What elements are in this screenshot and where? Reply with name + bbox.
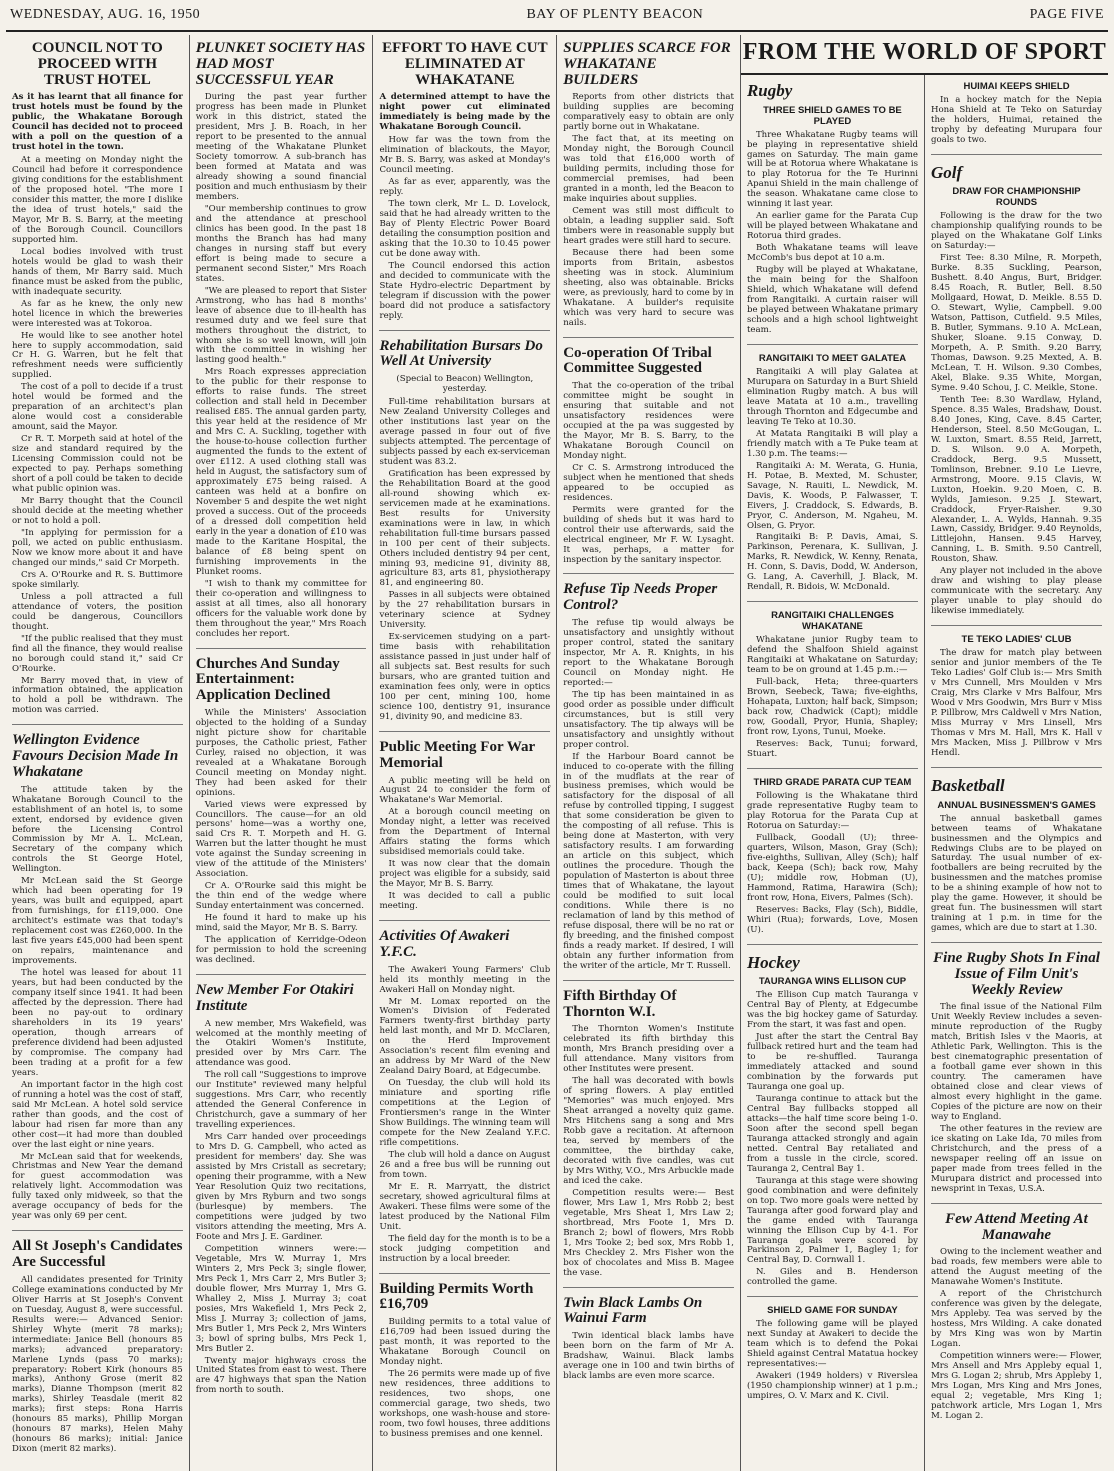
columns [6,35,1108,1471]
paragraph: "Our membership continues to grow and the attendance at preschool clinics has been good. In the past 18 months the Branch has had many changes in nursing staff but every effort is being made to secure a permanent second Sister," Mrs Roach states. [195,203,367,284]
paragraph: As far as he knew, the only new hotel licence in which the breweries were interested was at Tokoroa. [12,298,183,329]
paragraph: The cost of a poll to decide if a trust hotel would be formed and the preparation of an architect's plan alone would cost a considerable amount, said the Mayor. [12,382,183,433]
paragraph: The Council endorsed this action and decided to communicate with the State Hydro-electric Department by telegram if discussion with the power board did not produce a satisfactory reply. [379,260,551,321]
headline: PLUNKET SOCIETY HAS HAD MOST SUCCESSFUL YEAR [195,40,366,88]
article [931,1212,1102,1430]
column-1 [6,35,190,1471]
paragraph: An important factor in the high cost of running a hotel was the cost of staff, said Mr McLean. A hotel sold service rather than goods, and the cost of labour had risen far more than any other cost—it had more than doubled over the last eight or nine years. [12,1079,183,1150]
section-heading: Golf [930,162,963,182]
paragraph: Whakatane junior Rugby team to defend the Shalfoon Shield against Rangitaiki at Whakatane on Saturday; team to be on ground at 1.45 p.m.:— [746,635,918,676]
paragraph: Mr E. R. Marryatt, the district secretary, showed agricultural films at Awakeri. These films were some of the latest produced by the National Film Unit. [379,1181,551,1232]
article [563,989,734,1288]
article [196,657,367,975]
paragraph: If the Harbour Board cannot be induced to co-operate with the filling in of the mudflats at the rear of business premises, which would be satisfactory for the disposal of all refuse by controlled tipping, I suggest that some consideration be given to the composting of all refuse. This is being done at Masterton, with very satisfactory results. I am forwarding an article on this subject, which outlines the procedure. Though the population of Masterton is about three times that of Whakatane, the layout could be modified to suit local conditions. While there is no reclamation of land by this method of refuse disposal, there will be no rat or fly breeding, and the finished compost finds a ready market. If desired, I will obtain any further information from the writer of the article, Mr T. Russell. [563,751,734,971]
paragraph: "We are pleased to report that Sister Armstrong, who has had 8 months' leave of absence due to ill-health has resumed duty and we feel sure that mothers throughout the district, to whom she is so well known, will join with the committee in wishing her lasting good health." [195,285,367,366]
column-3 [373,35,557,1471]
paper-title: BAY OF PLENTY BEACON [526,7,704,22]
paragraph: Reserves: Back, Tunui; forward, Stuart. [746,739,918,759]
paragraph: The annual basketball games between teams of Whakatane businessmen and the Olympics and Redwings Clubs are to be played on Saturday. The usual number of ex-footballers are being recruited by the businessmen and the matches promise to be a shining example of how not to play the game. However, it should be great fun. The businessmen will start training at 1 p.m. in time for the games, which are due to start at 1.30. [930,813,1103,934]
headline: Churches And Sunday Entertainment: Application Declined [195,655,340,704]
paragraph: Varied views were expressed by Councillors. The cause—for an old persons' home—was a worthy one, said Crs R. T. Morpeth and H. G. Warren but the latter thought he must vote against the Sunday screening in view of the attitude of the Ministers' Association. [195,799,367,880]
paragraph: The final issue of the National Film Unit Weekly Review includes a seven-minute reproduction of the Rugby match, British Isles v the Maoris, at Athletic Park, Wellington. This is the best cinematographic presentation of a football game ever shown in this country. The cameramen have obtained close and clear views of almost every highlight in the game. Copies of the picture are now on their way to England. [930,1002,1103,1123]
paragraph: Following is the draw for the two championship qualifying rounds to be played on the Whakatane Golf Links on Saturday:— [930,211,1103,252]
paragraph: A report of the Christchurch conference was given by the delegate, Mrs Appleby. Tea was served by the hostess, Mrs Wilding. A cake donated by Mrs King was won by Martin Logan. [930,1289,1103,1350]
column-4 [557,35,741,1471]
paragraph: The refuse tip would always be unsatisfactory and unsightly without proper control, stated the sanitary inspector, Mr A. R. Knights, in his report to the Whakatane Borough Council on Monday night. He reported:— [563,617,734,688]
paragraph: Because there had been some imports from Britain, asbestos sheeting was in stock. Aluminium sheeting, also was obtainable. Bricks were, as previously, hard to come by in Whakatane. A builder's requisite which was very hard to secure was nails. [563,247,734,328]
paragraph: The roll call "Suggestions to improve our Institute" reviewed many helpful suggestions. Mrs Carr, who recently attended the General Conference in Christchurch, gave a summary of her travelling experiences. [195,1070,367,1131]
paragraph: On Tuesday, the club will hold its miniature and sporting rifle competitions at the Legion of Frontiersmen's range in the Winter Show Buildings. The winning team will compete for the New Zealand Y.F.C. rifle competitions. [379,1078,551,1149]
paragraph: Tenth Tee: 8.30 Wardlaw, Hyland, Spence. 8.35 Wales, Bradshaw, Doust. 8.40 Jones, King, Cave. 8.45 Carter, Henderson, Steel. 8.50 McGougan, L. W. Luxton, Smart. 8.55 Reid, Jarrett, D. S. Wilson. 9.0 A. Morpeth, Craddock, Berg. 9.5 Mussett, Tomlinson, Brebner. 9.10 Le Lievre, Armstrong, Moore. 9.15 Clavis, W. Luxton, Hoekin. 9.20 Moen, C. B. Wylds, Jamieson. 9.25 J. Stewart, Craddock, Fryer-Raisher. 9.30 Alexander, L. A. Wylds, Hannah. 9.35 Lawn, Cassidy, Bridger. 9.40 Reynolds, Littlejohn, Hansen. 9.45 Harvey, Canning, L. B. Smith. 9.50 Cantrell, Rouston, Shaw. [930,394,1103,565]
article [12,733,183,1231]
paragraph: Ex-servicemen studying on a part-time basis with rehabilitation assistance passed in just under half of all subjects sat. Best results for such bursars, who are granted tuition and examination fees only, were in optics 100 per cent, mining 100, home science 100, dentistry 91, insurance 91, divinity 90, and medicine 83. [379,632,551,723]
article [379,740,550,921]
paragraph: It was decided to call a public meeting. [379,891,551,912]
headline: All St Joseph's Candidates Are Successful [12,1238,183,1271]
sport-column-2 [925,75,1108,1471]
article [931,951,1102,1204]
paragraph: Gratification has been expressed by the Rehabilitation Board at the good all-round showing which ex-servicemen made at he examinations. Best results for University examinations were in law, in which rehabilitation full-time bursars passed in 100 per cent of their subjects. Others included dentistry 94 per cent, mining 93, medicine 91, divinity 88, agriculture 83, arts 81, physiotherapy 81, and engineering 80. [379,468,551,589]
paragraph: Mrs Carr handed over proceedings to Mrs D. G. Campbell, who acted as president for members' day. She was assisted by Mrs Cristall as secretary; opening their programme, with a New Year Resolution Quiz two recitations, given by Mrs Ryburn and two songs (burlesque) by members. The competitions were judged by two visitors attending the meeting, Mrs A. Foote and Mrs J. E. Gardiner. [195,1132,367,1242]
paragraph: Mrs Roach expresses appreciation to the public for their response to efforts to raise funds. The street collection and stall held in December realised £85. The annual garden party, this year held at the residence of Mr and Mrs C. A. Suckling, together with the house-to-house collection further augmented the funds to the extent of over £112. A used clothing stall was held in August, the satisfactory sum of approximately £75 being raised. A canteen was held at a bonfire on November 5 and despite the wet night proved a success. Out of the proceeds of a dressed doll competition held early in the year a donation of £10 was made to the Karitane Hospital, the balance of £8 being spent on furnishing improvements in the Plunket rooms. [195,367,367,577]
paragraph: The hotel was leased for about 11 years, but had been conducted by the company itself since 1941. It had been affected by the depression. There had been no pay-out to ordinary shareholders in its 19 years' operation, though arrears of preference dividend had been adjusted by compromise. The company had been trading at a profit for a few years. [12,968,183,1078]
paragraph: Full-time rehabilitation bursars at New Zealand University Colleges and other institutions last year on the average passed in four out of five subjects attempted. The percentage of subjects passed by each ex-serviceman student was 83.2. [379,397,551,467]
paragraph: "I wish to thank my committee for their co-operation and willingness to assist at all times, also all honorary officers for the valuable work done by them throughout the year," Mrs Roach concludes her report. [195,578,367,639]
paragraph: Rugby will be played at Whakatane, the main being for the Shalfoon Shield, which Whakatane will defend from Rangitaiki. A curtain raiser will be played between Whakatane primary schools and a high school lightweight team. [746,265,918,335]
paragraph: Unless a poll attracted a full attendance of voters, the position could be dangerous, Councillors thought. [12,591,183,632]
paragraph: During the past year further progress has been made in Plunket work in this district, stated the president, Mrs J. B. Roach, in her report to be presented to the annual meeting of the Whakatane Plunket Society tomorrow. A sub-branch has been formed at Matata and was already showing a sound financial position and much enthusiasm by their members. [195,92,367,202]
headline: Twin Black Lambs On Wainui Farm [563,1294,703,1327]
paragraph: At a meeting on Monday night the Council had before it correspondence giving conditions for the establishment of the proposed hotel. "The more I consider this matter, the more I dislike the idea of trust hotels," said the Mayor, Mr B. S. Barry, at the meeting of the Borough Council. Councillors supported him. [12,155,183,245]
article [379,339,550,732]
paragraph: Full-back, Heta; three-quarters Brown, Seebeck, Tawa; five-eighths, Hohapata, Luxton; half back, Simpson; back row, Chadwick (Capt); middle row, Goodall, Pryor, Hunia, Shapley; front row, Lyons, Tunui, Moeke. [746,677,918,738]
article [931,800,1102,944]
paragraph: Crs A. O'Rourke and R. S. Buttimore spoke similarly. [12,569,183,590]
dateline: (Special to Beacon) Wellington, yesterday. [396,374,534,395]
headline: Fifth Birthday Of Thornton W.I. [563,987,677,1020]
paragraph: The Ellison Cup match Tauranga v Central Bay of Plenty, at Edgecumbe was the big hockey game of Saturday. From the start, it was fast and open. [746,990,918,1031]
headline: EFFORT TO HAVE CUT ELIMINATED AT WHAKATANE [382,40,548,88]
subheading: ANNUAL BUSINESSMEN'S GAMES [937,799,1096,811]
subheading: DRAW FOR CHAMPIONSHIP ROUNDS [952,186,1081,209]
paragraph: "In applying for permission for a poll, we acted on public enthusiasm. Now we know more about it and have changed our minds," said Cr Morpeth. [12,527,183,568]
paragraph: All candidates presented for Trinity College examinations conducted by Mr Oliver Harris at St Joseph's Convent on Tuesday, August 8, were successful. Results were:— Advanced Senior: Shirley Whyte (merit 78 marks); intermediate: Janice Bell (honours 85 marks); advanced preparatory: Marlene Lynds (pass 70 marks); preparatory: Robert Kirk (honours 85 marks), Anthony Grose (merit 82 marks), Dianne Thompson (merit 82 marks), Shirley Teasdale (merit 82 marks); first steps: Rona Harris (honours 85 marks), Phillip Morgan (honours 87 marks), Helen Mahy (honours 86 marks); initial: Janice Dixon (merit 82 marks). [12,1274,183,1455]
paragraph: Owing to the inclement weather and bad roads, few members were able to attend the August meeting of the Manawahe Women's Institute. [930,1247,1103,1288]
article [12,41,183,725]
article [747,105,918,345]
headline: COUNCIL NOT TO PROCEED WITH TRUST HOTEL [31,40,163,88]
paragraph: That the co-operation of the tribal committee might be sought in ensuring that suitable and not unsatisfactory residences were occupied at the pa was suggested by the Mayor, Mr B. S. Barry, to the Whakatane Borough Council on Monday night. [563,381,734,461]
paragraph: Twenty major highways cross the United States from east to west. There are 47 highways that span the Nation from north to south. [195,1355,367,1396]
paragraph: Rangitaiki A: M. Werata, G. Hunia, H. Potae, B. Mexted, M. Schuster, Savage, N. Rauiti, L. Newdick, M. Davis, K. Woods, P. Falwasser, T. Eivers, J. Craddock, S. Edwards, B. Pryor, C. Anderson, M. Ngaheu, M. Olsen, G. Pryor. [746,460,918,531]
sport-banner: FROM THE WORLD OF SPORT [741,35,1108,75]
paragraph: As far as ever, apparently, was the reply. [379,177,551,197]
paragraph: The attitude taken by the Whakatane Borough Council to the establishment of an hotel is, to some extent, endorsed by evidence given before the Licensing Control Commission by Mr A. L. McLean, Secretary of the company which controls the St George Hotel, Wellington. [12,784,183,875]
paragraph: Building permits to a total value of £16,709 had been issued during the past month, it was reported to the Whakatane Borough Council on Monday night. [379,1317,551,1368]
headline: Rehabilitation Bursars Do Well At University [379,337,543,370]
paragraph: At Matata Rangitaiki B will play a friendly match with a Te Puke team at 1.30 p.m. The teams:— [746,428,918,459]
paragraph: How far was the town from the elimination of blackouts, the Mayor, Mr B. S. Barry, was asked at Monday's Council meeting. [379,135,551,176]
lead-paragraph: A determined attempt to have the night power cut eliminated immediately is being made by the Whakatane Borough Council. [379,92,551,133]
paragraph: Twin identical black lambs have been born on the farm of Mr A. Bradshaw, Wainui. Black lambs average one in 100 and twin births of black lambs are even more scarce. [563,1331,734,1381]
paragraph: Three Whakatane Rugby teams will be playing in representative shield games on Saturday. The main game will be at Rotorua where Whakatane is to play Rotorua for the Te Hurinni Apanui Shield in the main challenge of the season. Whakatane came close to winning it last year. [746,129,918,210]
subheading: TAURANGA WINS ELLISON CUP [758,976,907,988]
headline: Co-operation Of Tribal Committee Suggested [563,344,712,377]
article [563,582,734,980]
paragraph: Reserves: Backs, Flay (Sch), Biddle, Whiri (Rua); forwards, Love, Mosen (U). [746,904,918,935]
sport-column-1 [741,75,925,1471]
column-2 [190,35,374,1471]
paragraph: Rangitaiki A will play Galatea at Murupara on Saturday in a Burt Shield elimination Rugby match. A bus will leave Matata at 10 a.m., travelling through Thornton and Edgecumbe and leaving Te Teko at 10.30. [746,366,918,427]
article [747,353,918,602]
page-number: PAGE FIVE [1029,7,1104,22]
paragraph: Mr McLean said that for weekends, Christmas and New Year the demand for guest accommodation was relatively light. Accommodation was fully taxed only midweek, so that the average occupancy of beds for the year was only 69 per cent. [12,1151,183,1222]
article [563,41,734,338]
headline: Public Meeting For War Memorial [379,739,535,771]
section-heading-wrap [931,776,1102,796]
article [747,1305,918,1410]
paragraph: Competition winners were:— Vegetable, Mrs W. Murray 1, Mrs Winters 2, Mrs Peck 3; single flower, Mrs Peck 1, Mrs Carr 2, Mrs Butler 3; double flower, Mrs Murray 1, Mrs G. Whalley 2, Miss J. Murray 3; coat posies, Mrs Wakefield 1, Mrs Peck 2, Miss J. Murray 3; collection of jams, Mrs Butler 1, Mrs Peck 2, Mrs Winters 3; bowl of spring bulbs, Mrs Peck 1, Mrs Butler 2. [195,1243,367,1354]
paragraph: Awakeri (1949 holders) v Riverslea (1950 championship winner) at 1 p.m.; umpires, O. V. Marx and K. Civil. [746,1371,918,1402]
subheading: THIRD GRADE PARATA CUP TEAM [753,776,912,788]
paragraph: Tauranga continue to attack but the Central Bay fullbacks stopped all attacks—the half time score being 1-0. Soon after the second spell began Tauranga attacked strongly and again netted. Central Bay retaliated and from a tussle in the circle, scored. Tauranga 2, Central Bay 1. [746,1093,918,1174]
paragraph: Cr A. O'Rourke said this might be the thin end of the wedge where Sunday entertainment was concerned. [195,881,367,912]
subheading: HUIMAI KEEPS SHIELD [963,80,1070,92]
headline: Wellington Evidence Favours Decision Made In Whakatane [12,732,179,780]
article [563,346,734,575]
headline: Fine Rugby Shots In Final Issue of Film Unit's Weekly Review [933,950,1100,998]
subheading: THREE SHIELD GAMES TO BE PLAYED [763,104,902,127]
paragraph: Passes in all subjects were obtained by the 27 rehabilitation bursars in veterinary science at Sydney University. [379,590,551,631]
section-heading: Basketball [930,775,1005,795]
section-heading: Hockey [746,952,800,972]
paragraph: Mr M. Lomax reported on the Women's Division of Federated Farmers twenty-first birthday party held last month, and Mr D. McClaren, on the Herd Improvement Association's recent film evening and an address by Mr Ward of the New Zealand Dairy Board, at Edgecumbe. [379,996,551,1077]
subheading: RANGITAIKI TO MEET GALATEA [758,352,907,364]
section-heading: Rugby [746,80,793,100]
paragraph: Mr Barry moved that, in view of information obtained, the application to hold a poll be withdrawn. The motion was carried. [12,675,183,716]
article [12,1239,183,1463]
article [747,610,918,769]
article [747,777,918,945]
paragraph: The fact that, at its meeting on Monday night, the Borough Council was told that £16,000 worth of building permits, including those for commercial premises, had been granted in a month, led the Beacon to make inquiries about supplies. [563,134,734,204]
paragraph: Cr C. S. Armstrong introduced the subject when he mentioned that sheds appeared to be occupied as residences. [563,462,734,503]
paragraph: Cement was still most difficult to obtain, a leading supplier said. Soft timbers were in reasonable supply but heart grades were still hard to secure. [563,205,734,246]
sport-section [741,35,1108,1471]
headline: Few Attend Meeting At Manawahe [945,1210,1088,1243]
article [931,81,1102,155]
paragraph: The draw for match play between senior and junior members of the Te Teko Ladies' Golf Club is:— Mrs Smith v Mrs Cunnell, Mrs Moulden v Mrs Craig, Mrs Clarke v Mrs Balfour, Mrs Wood v Mrs Goodwin, Mrs Burr v Miss P. Pillbrow, Mrs Caldwell v Mrs Nation, Miss Murray v Mrs Linsell, Mrs Thomas v Mrs M. Hall, Mrs K. Hall v Mrs Macken, Miss J. Pillbrow v Mrs Hendl. [930,648,1103,758]
headline: SUPPLIES SCARCE FOR WHAKATANE BUILDERS [563,40,731,88]
paragraph: Following is the Whakatane third grade representative Rugby team to play Rotorua for the Parata Cup at Rotorua on Saturday:— [746,790,918,831]
paragraph: While the Ministers' Association objected to the holding of a Sunday night picture show for charitable purposes, the Catholic priest, Father Curley, raised no objection, it was revealed at a Whakatane Borough Council meeting on Monday night. They had been asked for their opinions. [195,707,367,798]
subheading: RANGITAIKI CHALLENGES WHAKATANE [771,610,894,633]
paragraph: At a borough council meeting on Monday night, a letter was received from the Department of Internal Affairs stating the forms which subsidised memorials could take. [379,807,551,858]
paragraph: It was now clear that the domain project was eligible for a subsidy, said the Mayor, Mr B. S. Barry. [379,859,551,890]
article [931,634,1102,768]
article [379,41,550,331]
paragraph: Reports from other districts that building supplies are becoming comparatively easy to obtain are only partly borne out in Whakatane. [563,92,734,133]
article [379,929,550,1274]
paragraph: A public meeting will be held on August 24 to consider the form of Whakatane's War Memorial. [379,775,551,806]
paragraph: In a hockey match for the Nepia Hona Shield at Te Teko on Saturday the holders, Huimai, retained the trophy by defeating Murupara four goals to two. [930,94,1103,145]
paragraph: Cr R. T. Morpeth said at hotel of the size and standard required by the Licensing Commission could not be expected to pay. Perhaps something short of a poll could be taken to decide what public opinion was. [12,434,183,495]
article [379,1282,550,1448]
paragraph: Permits were granted for the building of sheds but it was hard to control their use afterwards, said the electrical engineer, Mr F. W. Lysaght. It was, perhaps, a matter for inspection by the sanitary inspector. [563,504,734,565]
section-heading-wrap [747,81,918,101]
paragraph: Fullback, Goodall (U); three-quarters, Wilson, Mason, Gray (Sch); five-eighths, Sullivan, Alley (Sch); half back, Keepa (Sch); back row, Mahy (U); middle row, Hobman (U), Hammond, Ratima, Harawira (Sch); front row, Hona, Eivers, Palmes (Sch). [746,832,918,903]
headline: Building Permits Worth £16,709 [379,1280,534,1313]
lead-paragraph: As it has learnt that all finance for trust hotels must be found by the public, the Whakatane Borough Council has decided not to proceed with a poll on the question of a trust hotel in the town. [12,92,183,153]
headline: New Member For Otakiri Institute [195,982,354,1014]
paragraph: Mr Barry thought that the Council should decide at the meeting whether or not to hold a poll. [12,496,183,526]
article [196,41,367,649]
page-folio [6,0,1108,32]
paragraph: A new member, Mrs Wakefield, was welcomed at the monthly meeting of the Otakiri Women's Institute, presided over by Mrs Carr. The attendance was good. [195,1018,367,1069]
paragraph: Rangitaiki B: P. Davis, Amai, S. Parkinson, Perenara, K. Sullivan, J. Marks, R. Newdick, W. Kenny, Renata, H. Conn, S. Davis, Dodd, W. Anderson, G. Lang, A. Caverhill, J. Black, M. Rendall, R. Bidois, W. McDonald. [746,532,918,593]
paragraph: "If the public realised that they must find all the finance, they would realise no borough could stand it," said Cr O'Rourke. [12,633,183,674]
paragraph: The town clerk, Mr L. D. Lovelock, said that he had already written to the Bay of Plenty Electric Power Board detailing the consumption position and asking that the 10.30 to 10.45 power cut be done away with. [379,198,551,259]
issue-date: WEDNESDAY, AUG. 16, 1950 [10,7,201,22]
paragraph: He found it hard to make up his mind, said the Mayor, Mr B. S. Barry. [195,913,367,934]
paragraph: The Thornton Women's Institute celebrated its fifth birthday this month, Mrs Branch presiding over a full attendance. Many visitors from other Institutes were present. [563,1024,734,1075]
paragraph: He would like to see another hotel here to supply accommodation, said Cr H. G. Warren, but he felt that refreshment needs were sufficiently supplied. [12,330,183,381]
paragraph: The club will hold a dance on August 26 and a free bus will be running out from town. [379,1150,551,1180]
article [196,983,367,1404]
section-heading-wrap [747,953,918,973]
paragraph: Competition winners were:— Flower, Mrs Ansell and Mrs Appleby equal 1, Mrs G. Logan 2; shrub, Mrs Appleby 1, Mrs Logan, Mrs King and Mrs Jones, equal 2; vegetable, Mrs King 1; patchwork article, Mrs Logan 1, Mrs M. Logan 2. [930,1351,1103,1421]
article [747,976,918,1297]
paragraph: The other features in the review are ice skating on Lake Ida, 70 miles from Christchurch, and the press of a newspaper reeling off an issue on paper made from trees felled in the Murupara district and processed into newsprint in Texas, U.S.A. [930,1124,1103,1194]
paragraph: N. Giles and B. Henderson controlled the game. [746,1267,918,1288]
subheading: SHIELD GAME FOR SUNDAY [767,1305,898,1317]
section-heading-wrap [931,163,1102,183]
paragraph: Mr McLean said the St George which had been operating for 19 years, was built and equipped, apart from furnishings, for £119,000. One architect's estimate was that today's replacement cost was £260,000. In the last five years £45,000 had been spent on repairs, maintenance and improvements. [12,876,183,967]
article [931,186,1102,626]
subheading: TE TEKO LADIES' CLUB [961,634,1072,646]
paragraph: Any player not included in the above draw and wishing to play please communicate with the secretary. Any player unable to play should do likewise immediately. [930,566,1103,617]
paragraph: Local bodies involved with trust hotels would be glad to wash their hands of them, Mr Barry said. Much finance must be asked from the public, with inadequate security. [12,246,183,297]
paragraph: Tauranga at this stage were showing good combination and were definitely on top. Two more goals were netted by Tauranga after good forward play and the game ended with Tauranga winning the Ellison Cup by 4-1. For Tauranga goals were scored by Parkinson 2, Palmer 1, Bagley 1; for Central Bay, D. Cornwall 1. [746,1175,918,1266]
headline: Refuse Tip Needs Proper Control? [563,581,718,614]
paragraph: The Awakeri Young Farmers' Club held its monthly meeting in the Awakeri Hall on Monday night. [379,964,551,995]
paragraph: The tip has been maintained in as good order as possible under difficult circumstances, but is still very unsatisfactory. The tip always will be unsatisfactory and unsightly without proper control. [563,689,734,750]
paragraph: The following game will be played next Sunday at Awakeri to decide the team which is to defend the Pokai Shield against Central Matatua hockey representatives:— [746,1319,918,1370]
article [563,1296,734,1390]
paragraph: Both Whakatane teams will leave McComb's bus depot at 10 a.m. [746,243,918,264]
paragraph: The 26 permits were made up of five new residences, three additions to residences, two shops, one commercial garage, two sheds, two workshops, one wash-house and store-room, two fowl houses, three additions to business premises and one kennel. [379,1369,551,1439]
paragraph: The hall was decorated with bowls of spring flowers. A play entitled "Memories" was much enjoyed. Mrs Sheat arranged a novelty quiz game. Mrs Hitchens sang a song and Mrs Robb gave a recitation. At afternoon tea, served by members of the committee, the birthday cake, decorated with five candles, was cut by Mrs Withy, V.O., Mrs Arbuckle made and iced the cake. [563,1076,734,1186]
sport-columns [741,75,1108,1471]
paragraph: Competition results were:— Best flower, Mrs Law 1, Mrs Robb 2; best vegetable, Mrs Sheat 1, Mrs Law 2; shortbread, Mrs Foote 1, Mrs D. Branch 2; bowl of flowers, Mrs Robb 1, Mrs Tooke 2; bed sox, Mrs Robb 1, Mrs Checkley 2. Mrs Fisher won the box of chocolates and Miss B. Magee the vase. [563,1187,734,1278]
paragraph: The field day for the month is to be a stock judging competition and instruction by a local breeder. [379,1233,551,1264]
paragraph: The application of Kerridge-Odeon for permission to hold the screening was declined. [195,935,367,966]
paragraph: An earlier game for the Parata Cup will be played between Whakatane and Rotorua third grades. [746,211,918,242]
paragraph: First Tee: 8.30 Milne, R. Morpeth, Burke. 8.35 Suckling, Pearson, Bushett. 8.40 Angus, Burt, Bridger. 8.45 Roach, R. Butler, Bell. 8.50 Mollgaard, Howat, D. Meikle. 8.55 D. O. Stewart, Wylie, Campbell. 9.00 Watson, Pattison, Cutfield. 9.5 Miles, B. Butler, Symmans. 9.10 A. McLean, Shuker, Sloane. 9.15 Conway, D. Morpeth, A. P. Smith. 9.20 Barry, Thomas, Dawson. 9.25 Mexted, A. B. McLean, T. H. Wilson. 9.30 Combes, Akel, Blake. 9.35 White, Morgan, Syme. 9.40 Schou, J. C. Meikle, Stone. [930,253,1103,393]
paragraph: Just after the start the Central Bay fullback retired hurt and the team had to be re-shuffled. Tauranga immediately attacked and sound combination by the forwards put Tauranga one goal up. [746,1032,918,1092]
headline: Activities Of Awakeri Y.F.C. [379,928,510,960]
